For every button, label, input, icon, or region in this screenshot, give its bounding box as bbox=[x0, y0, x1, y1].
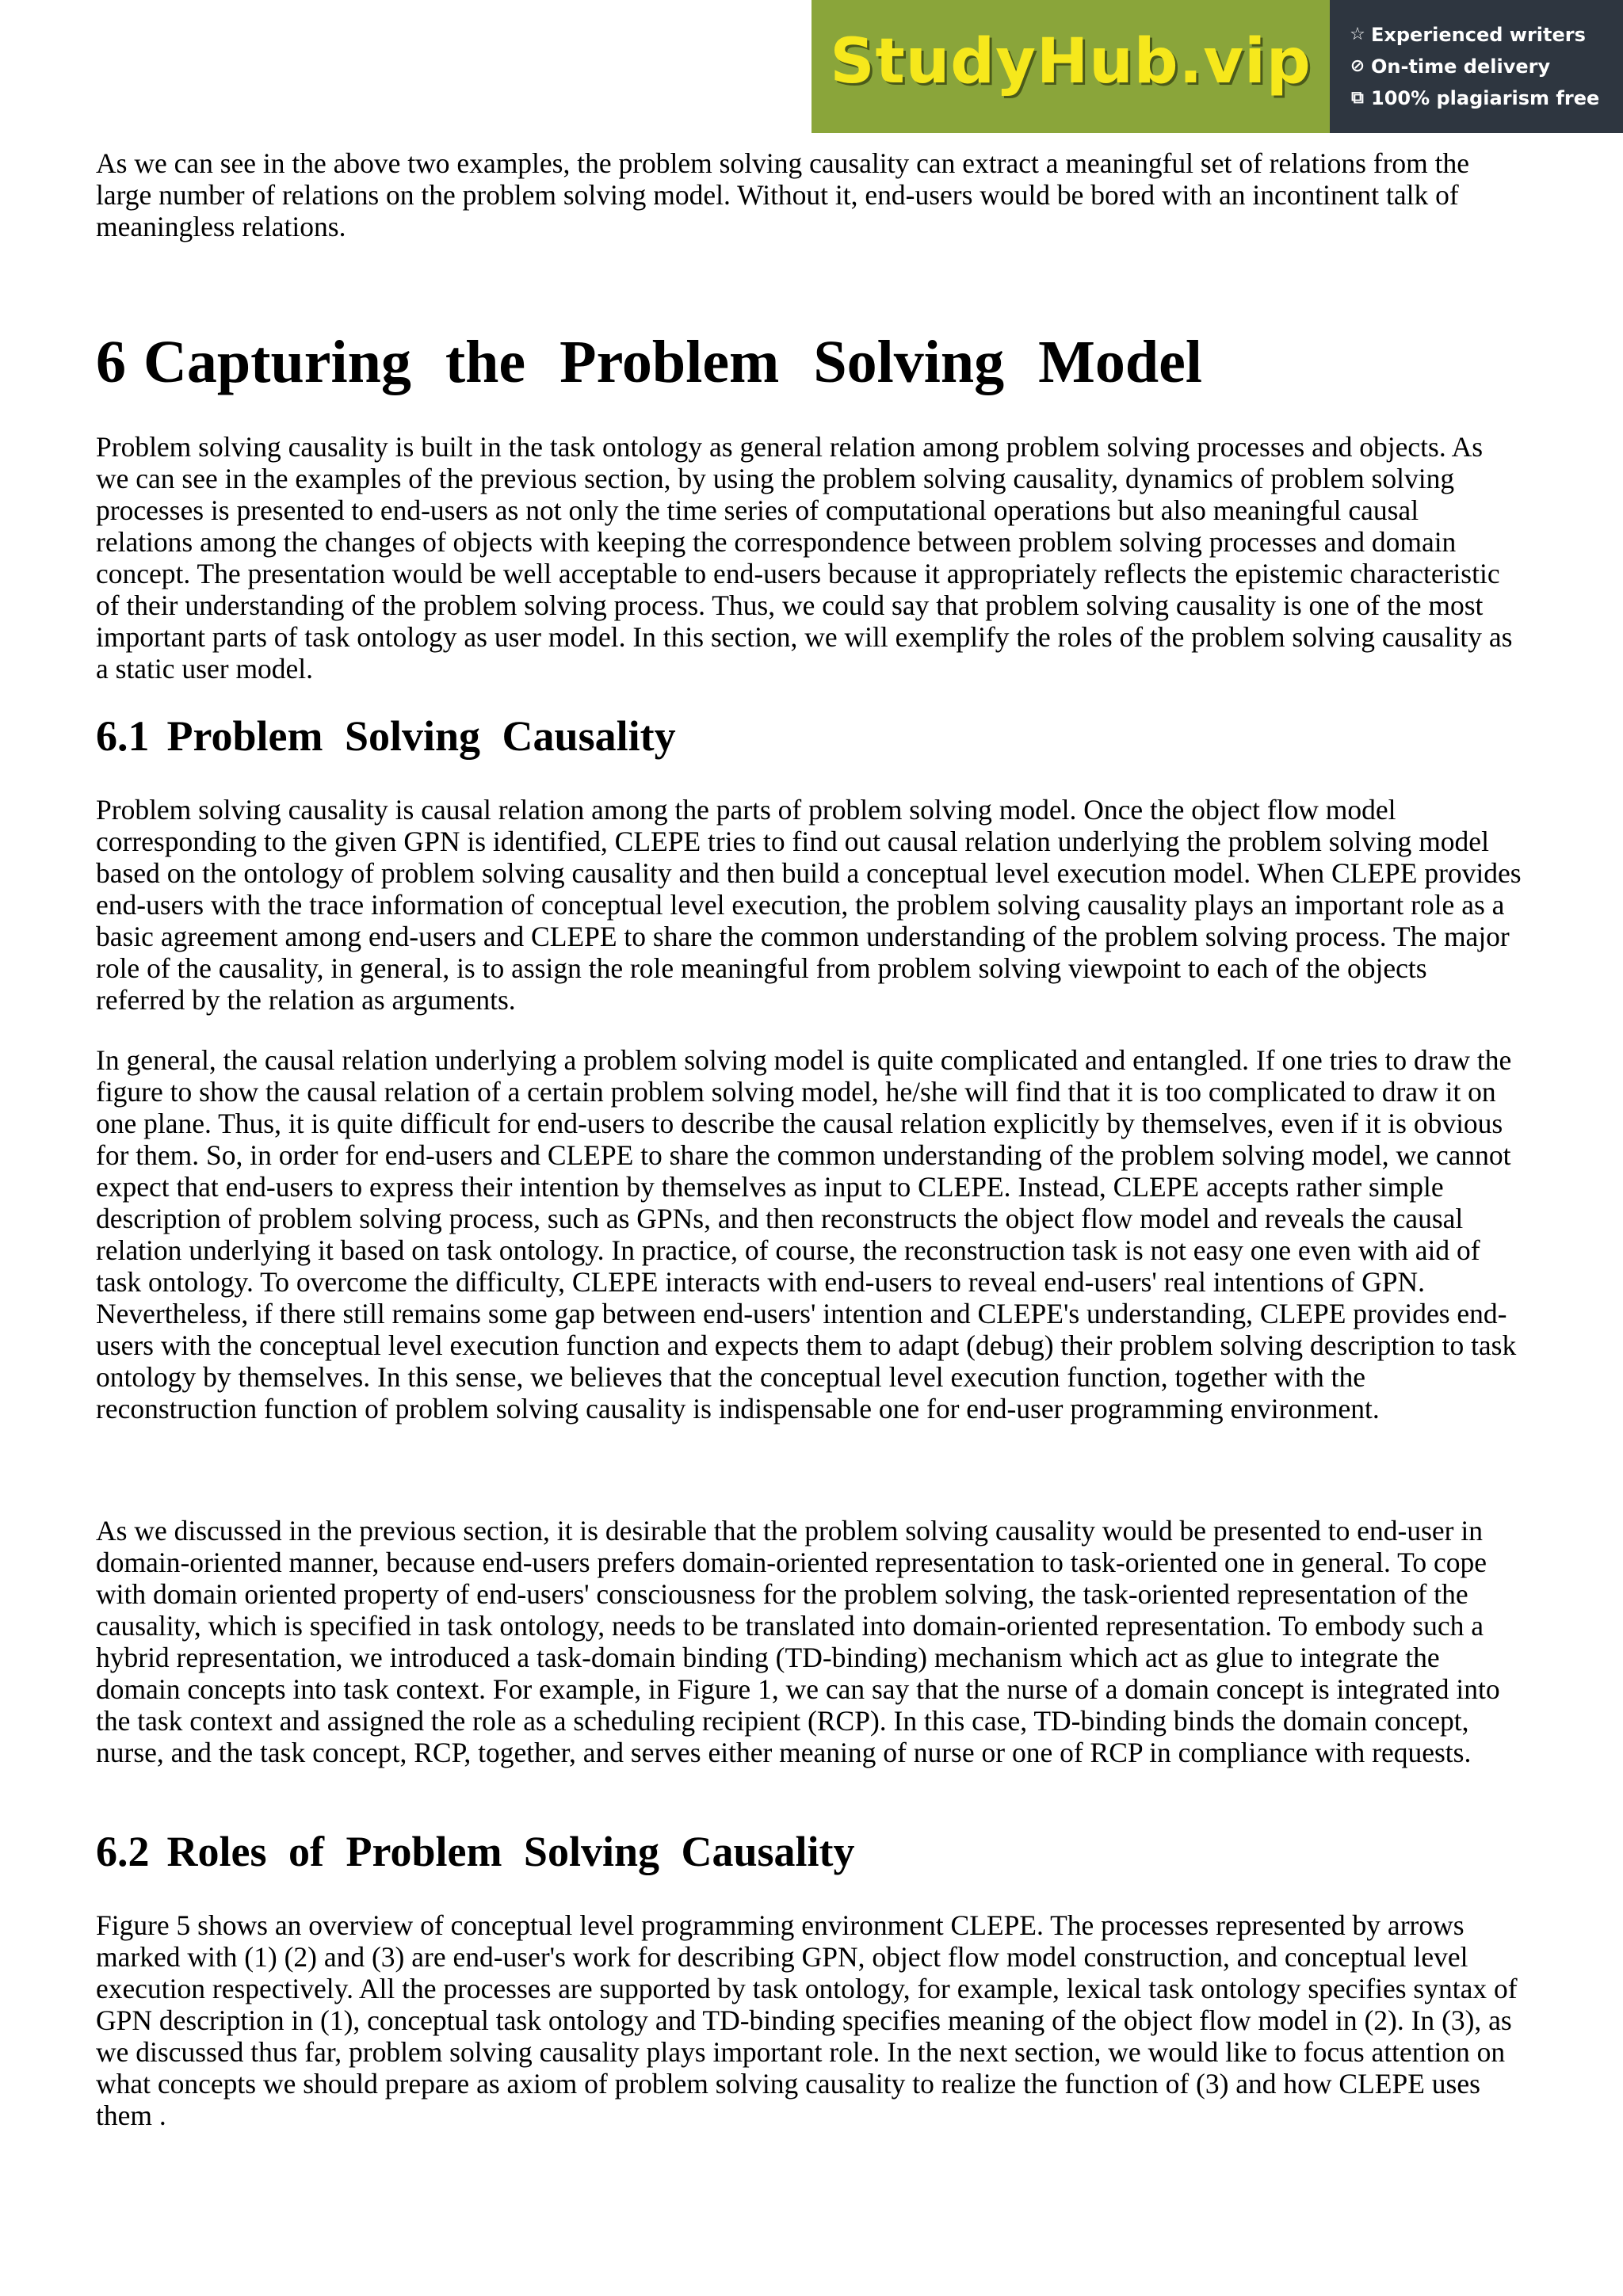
section-6-2-paragraph: Figure 5 shows an overview of conceptual level programming environment CLEPE. The processes represented by arrows marked with (1) (2) and (3) are end-user's work for describing GPN, object flow model construction, and conceptual level execution respectively. All the processes are supported by task ontology, for example, lexical task ontology specifies syntax of GPN description in (1), conceptual task ontology and TD-binding specifies meaning of the object flow model in (2). In (3), as we discussed thus far, problem solving causality plays important role. In the next section, we would like to focus attention on what concepts we should prepare as axiom of problem solving causality to realize the function of (3) and how CLEPE uses them . bbox=[96, 1909, 1518, 2131]
banner-feature-plagiarism bbox=[1347, 87, 1623, 109]
section-6-2-heading bbox=[96, 1827, 855, 1876]
banner-logo[interactable] bbox=[812, 0, 1330, 133]
banner-feature-label: Experienced writers bbox=[1371, 24, 1586, 46]
star-icon: ☆ bbox=[1350, 25, 1365, 44]
copy-icon: ⧉ bbox=[1351, 88, 1364, 108]
section-title: Roles of Problem Solving Causality bbox=[166, 1828, 855, 1875]
section-6-1-paragraph-1: Problem solving causality is causal relation among the parts of problem solving model. Once the object flow model corresponding to the given GPN is identified, CLEPE tries to find out causal relation underlying the problem solving model based on the ontology of problem solving causality and then build a conceptual level execution model. When CLEPE provides end-users with the trace information of conceptual level execution, the problem solving causality plays an important role as a basic agreement among end-users and CLEPE to share the common understanding of the problem solving process. The major role of the causality, in general, is to assign the role meaningful from problem solving viewpoint to each of the objects referred by the relation as arguments. bbox=[96, 794, 1522, 1016]
banner-feature-label: 100% plagiarism free bbox=[1371, 87, 1600, 109]
banner-feature-delivery bbox=[1347, 55, 1623, 78]
banner-feature-writers bbox=[1347, 24, 1623, 46]
section-number: 6.2 bbox=[96, 1828, 150, 1875]
chapter-intro-paragraph: Problem solving causality is built in the task ontology as general relation among problem solving processes and objects. As we can see in the examples of the previous section, by using the problem solving causality, dynamics of problem solving processes is presented to end-users as not only the time series of computational operations but also meaningful causal relations among the changes of objects with keeping the correspondence between problem solving processes and domain concept. The presentation would be well acceptable to end-users because it appropriately reflects the epistemic characteristic of their understanding of the problem solving process. Thus, we could say that problem solving causality is one of the most important parts of task ontology as user model. In this section, we will exemplify the roles of the problem solving causality as a static user model. bbox=[96, 431, 1513, 685]
banner-feature-label: On-time delivery bbox=[1371, 55, 1551, 78]
section-6-1-heading bbox=[96, 711, 676, 761]
section-6-1-paragraph-2: In general, the causal relation underlying a problem solving model is quite complicated and entangled. If one tries to draw the figure to show the causal relation of a certain problem solving model, he/she will find that it is too complicated to draw it on one plane. Thus, it is quite difficult for end-users to describe the causal relation explicitly by themselves, even if it is obvious for them. So, in order for end-users and CLEPE to share the common understanding of the problem solving model, we cannot expect that end-users to express their intention by themselves as input to CLEPE. Instead, CLEPE accepts rather simple description of problem solving process, such as GPNs, and then reconstructs the object flow model and reveals the causal relation underlying it based on task ontology. In practice, of course, the reconstruction task is not easy one even with aid of task ontology. To overcome the difficulty, CLEPE interacts with end-users to reveal end-users' real intentions of GPN. Nevertheless, if there still remains some gap between end-users' intention and CLEPE's understanding, CLEPE provides end-users with the conceptual level execution function and expects them to adapt (debug) their problem solving description to task ontology by themselves. In this sense, we believes that the conceptual level execution function, together with the reconstruction function of problem solving causality is indispensable one for end-user programming environment. bbox=[96, 1044, 1517, 1425]
clock-icon: ⊘ bbox=[1350, 56, 1365, 76]
chapter-heading bbox=[96, 328, 1202, 396]
section-6-1-paragraph-3: As we discussed in the previous section, it is desirable that the problem solving causality would be presented to end-user in domain-oriented manner, because end-users prefers domain-oriented representation to task-oriented one in general. To cope with domain oriented property of end-users' consciousness for the problem solving, the task-oriented representation of the causality, which is specified in task ontology, needs to be translated into domain-oriented representation. To embody such a hybrid representation, we introduced a task-domain binding (TD-binding) mechanism which act as glue to integrate the domain concepts into task context. For example, in Figure 1, we can say that the nurse of a domain concept is integrated into the task context and assigned the role as a scheduling recipient (RCP). In this case, TD-binding binds the domain concept, nurse, and the task concept, RCP, together, and serves either meaning of nurse or one of RCP in compliance with requests. bbox=[96, 1515, 1500, 1768]
banner-logo-text: StudyHub.vip bbox=[830, 26, 1312, 97]
section-title: Problem Solving Causality bbox=[166, 712, 676, 760]
studyhub-banner[interactable] bbox=[812, 0, 1623, 133]
section-number: 6.1 bbox=[96, 712, 150, 760]
chapter-title: Capturing the Problem Solving Model bbox=[143, 329, 1202, 395]
chapter-number: 6 bbox=[96, 329, 126, 395]
banner-features bbox=[1330, 0, 1623, 133]
intro-paragraph: As we can see in the above two examples, the problem solving causality can extract a meaningful set of relations from the large number of relations on the problem solving model. Without it, end-users would be bored with an incontinent talk of meaningless relations. bbox=[96, 147, 1470, 242]
